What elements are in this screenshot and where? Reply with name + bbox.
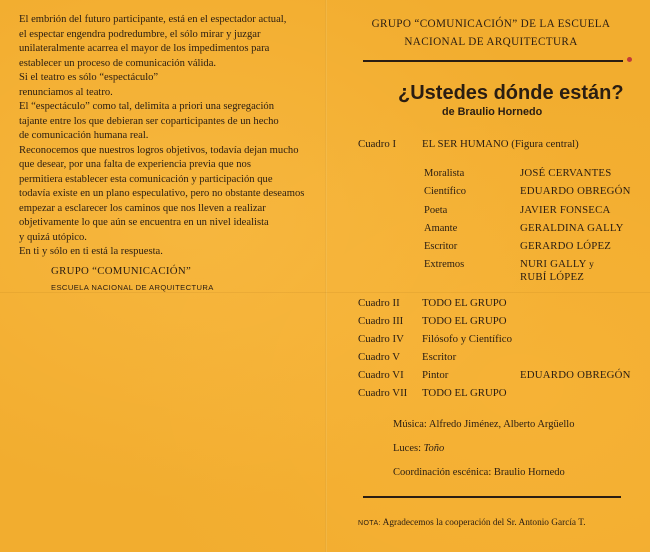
cast-role: Extremos	[424, 259, 465, 270]
manifesto-line: El “espectáculo” como tal, delimita a priori una segregación	[19, 101, 275, 112]
cast-actor: JAVIER FONSECA	[520, 204, 611, 216]
bottom-rule	[363, 496, 621, 498]
top-rule	[363, 60, 623, 62]
manifesto-text	[19, 13, 309, 260]
cuadro-label: Cuadro V	[358, 351, 401, 363]
cast-role: Escritor	[424, 241, 458, 252]
cast-actor-name: NURI GALLY	[520, 258, 587, 270]
cast-actor: GERALDINA GALLY	[520, 222, 624, 234]
cuadro-description: TODO EL GRUPO	[422, 315, 507, 327]
note-label: NOTA:	[358, 520, 381, 527]
cuadro-description: TODO EL GRUPO	[422, 387, 507, 399]
cast-actor: JOSÉ CERVANTES	[520, 167, 612, 179]
play-title: ¿Ustedes dónde están?	[398, 82, 624, 104]
ink-mark	[627, 57, 632, 62]
manifesto-line: permitiera establecer esta comunicación y participación que	[19, 173, 273, 185]
manifesto-line: Reconocemos que nuestros logros objetivos, todavía dejan mucho	[19, 144, 299, 156]
program-header-line1: GRUPO “COMUNICACIÓN” DE LA ESCUELA	[371, 18, 611, 30]
cast-actor	[520, 258, 594, 270]
cuadro-label: Cuadro IV	[358, 333, 404, 345]
manifesto-line: Si el teatro es sólo “espectáculo”	[19, 72, 159, 83]
credit-lights-name: Toño	[423, 443, 445, 454]
credit-lights	[393, 443, 444, 454]
cuadro-description: Escritor	[422, 351, 457, 363]
manifesto-line: establecer un proceso de comunicación válida.	[19, 57, 217, 69]
cast-role: Moralista	[424, 168, 465, 179]
cuadro-description: EL SER HUMANO (Figura central)	[422, 138, 579, 150]
cuadro-label: Cuadro VII	[358, 387, 408, 399]
credit-coordination: Coordinación escénica: Braulio Hornedo	[393, 467, 565, 478]
manifesto-line: renunciamos al teatro.	[19, 86, 113, 98]
cast-role: Poeta	[424, 205, 448, 216]
cuadro-label: Cuadro II	[358, 297, 400, 309]
manifesto-line: que desear, por una falta de experiencia previa que nos	[19, 159, 251, 170]
manifesto-line: unilateralmente acarrea el mayor de los impedimentos para	[19, 43, 270, 54]
cast-actor: RUBÍ LÓPEZ	[520, 271, 585, 283]
manifesto-line: empezar a esclarecer los caminos que nos lleven a realizar	[19, 202, 266, 214]
horizontal-fold	[0, 292, 650, 293]
center-fold	[325, 0, 327, 552]
cast-actor: EDUARDO OBREGÓN	[520, 185, 631, 197]
play-author: de Braulio Hornedo	[442, 106, 543, 118]
manifesto-line: el espectar engendra podredumbre, el sólo mirar y juzgar	[19, 28, 261, 40]
manifesto-line: y quizá utópico.	[19, 231, 87, 243]
footer-note	[358, 518, 586, 528]
signature-school: ESCUELA NACIONAL DE ARQUITECTURA	[51, 283, 214, 292]
manifesto-line: En ti y sólo en ti está la respuesta.	[19, 246, 163, 257]
cast-role: Amante	[424, 223, 458, 234]
credit-lights-label: Luces:	[393, 443, 424, 454]
cuadro-description: Pintor	[422, 369, 449, 381]
cast-actor: GERARDO LÓPEZ	[520, 240, 612, 252]
cast-actor-conjunction: y	[589, 260, 595, 270]
signature-group: GRUPO “COMUNICACIÓN”	[51, 265, 192, 277]
note-text: Agradecemos la cooperación del Sr. Antonio García T.	[380, 518, 586, 528]
cuadro-label: Cuadro III	[358, 315, 404, 327]
cast-role: Científico	[424, 186, 466, 197]
manifesto-line: todavía existe en un plano especulativo, pero no obstante deseamos	[19, 188, 305, 199]
manifesto-line: tajante entre los que debieran ser coparticipantes de un hecho	[19, 115, 279, 127]
cuadro-label: Cuadro VI	[358, 369, 404, 381]
cuadro-label: Cuadro I	[358, 138, 397, 150]
manifesto-line: objetivamente lo que aún se encuentra en un nivel idealista	[19, 217, 269, 228]
cuadro-description: TODO EL GRUPO	[422, 297, 507, 309]
credit-music: Música: Alfredo Jiménez, Alberto Argüello	[393, 419, 575, 430]
cuadro-description: Filósofo y Científico	[422, 333, 512, 345]
manifesto-line: El embrión del futuro participante, está en el espectador actual,	[19, 14, 287, 25]
cuadro-actor: EDUARDO OBREGÓN	[520, 369, 631, 381]
manifesto-line: de comunicación humana real.	[19, 130, 149, 141]
program-header-line2: NACIONAL DE ARQUITECTURA	[404, 36, 578, 48]
